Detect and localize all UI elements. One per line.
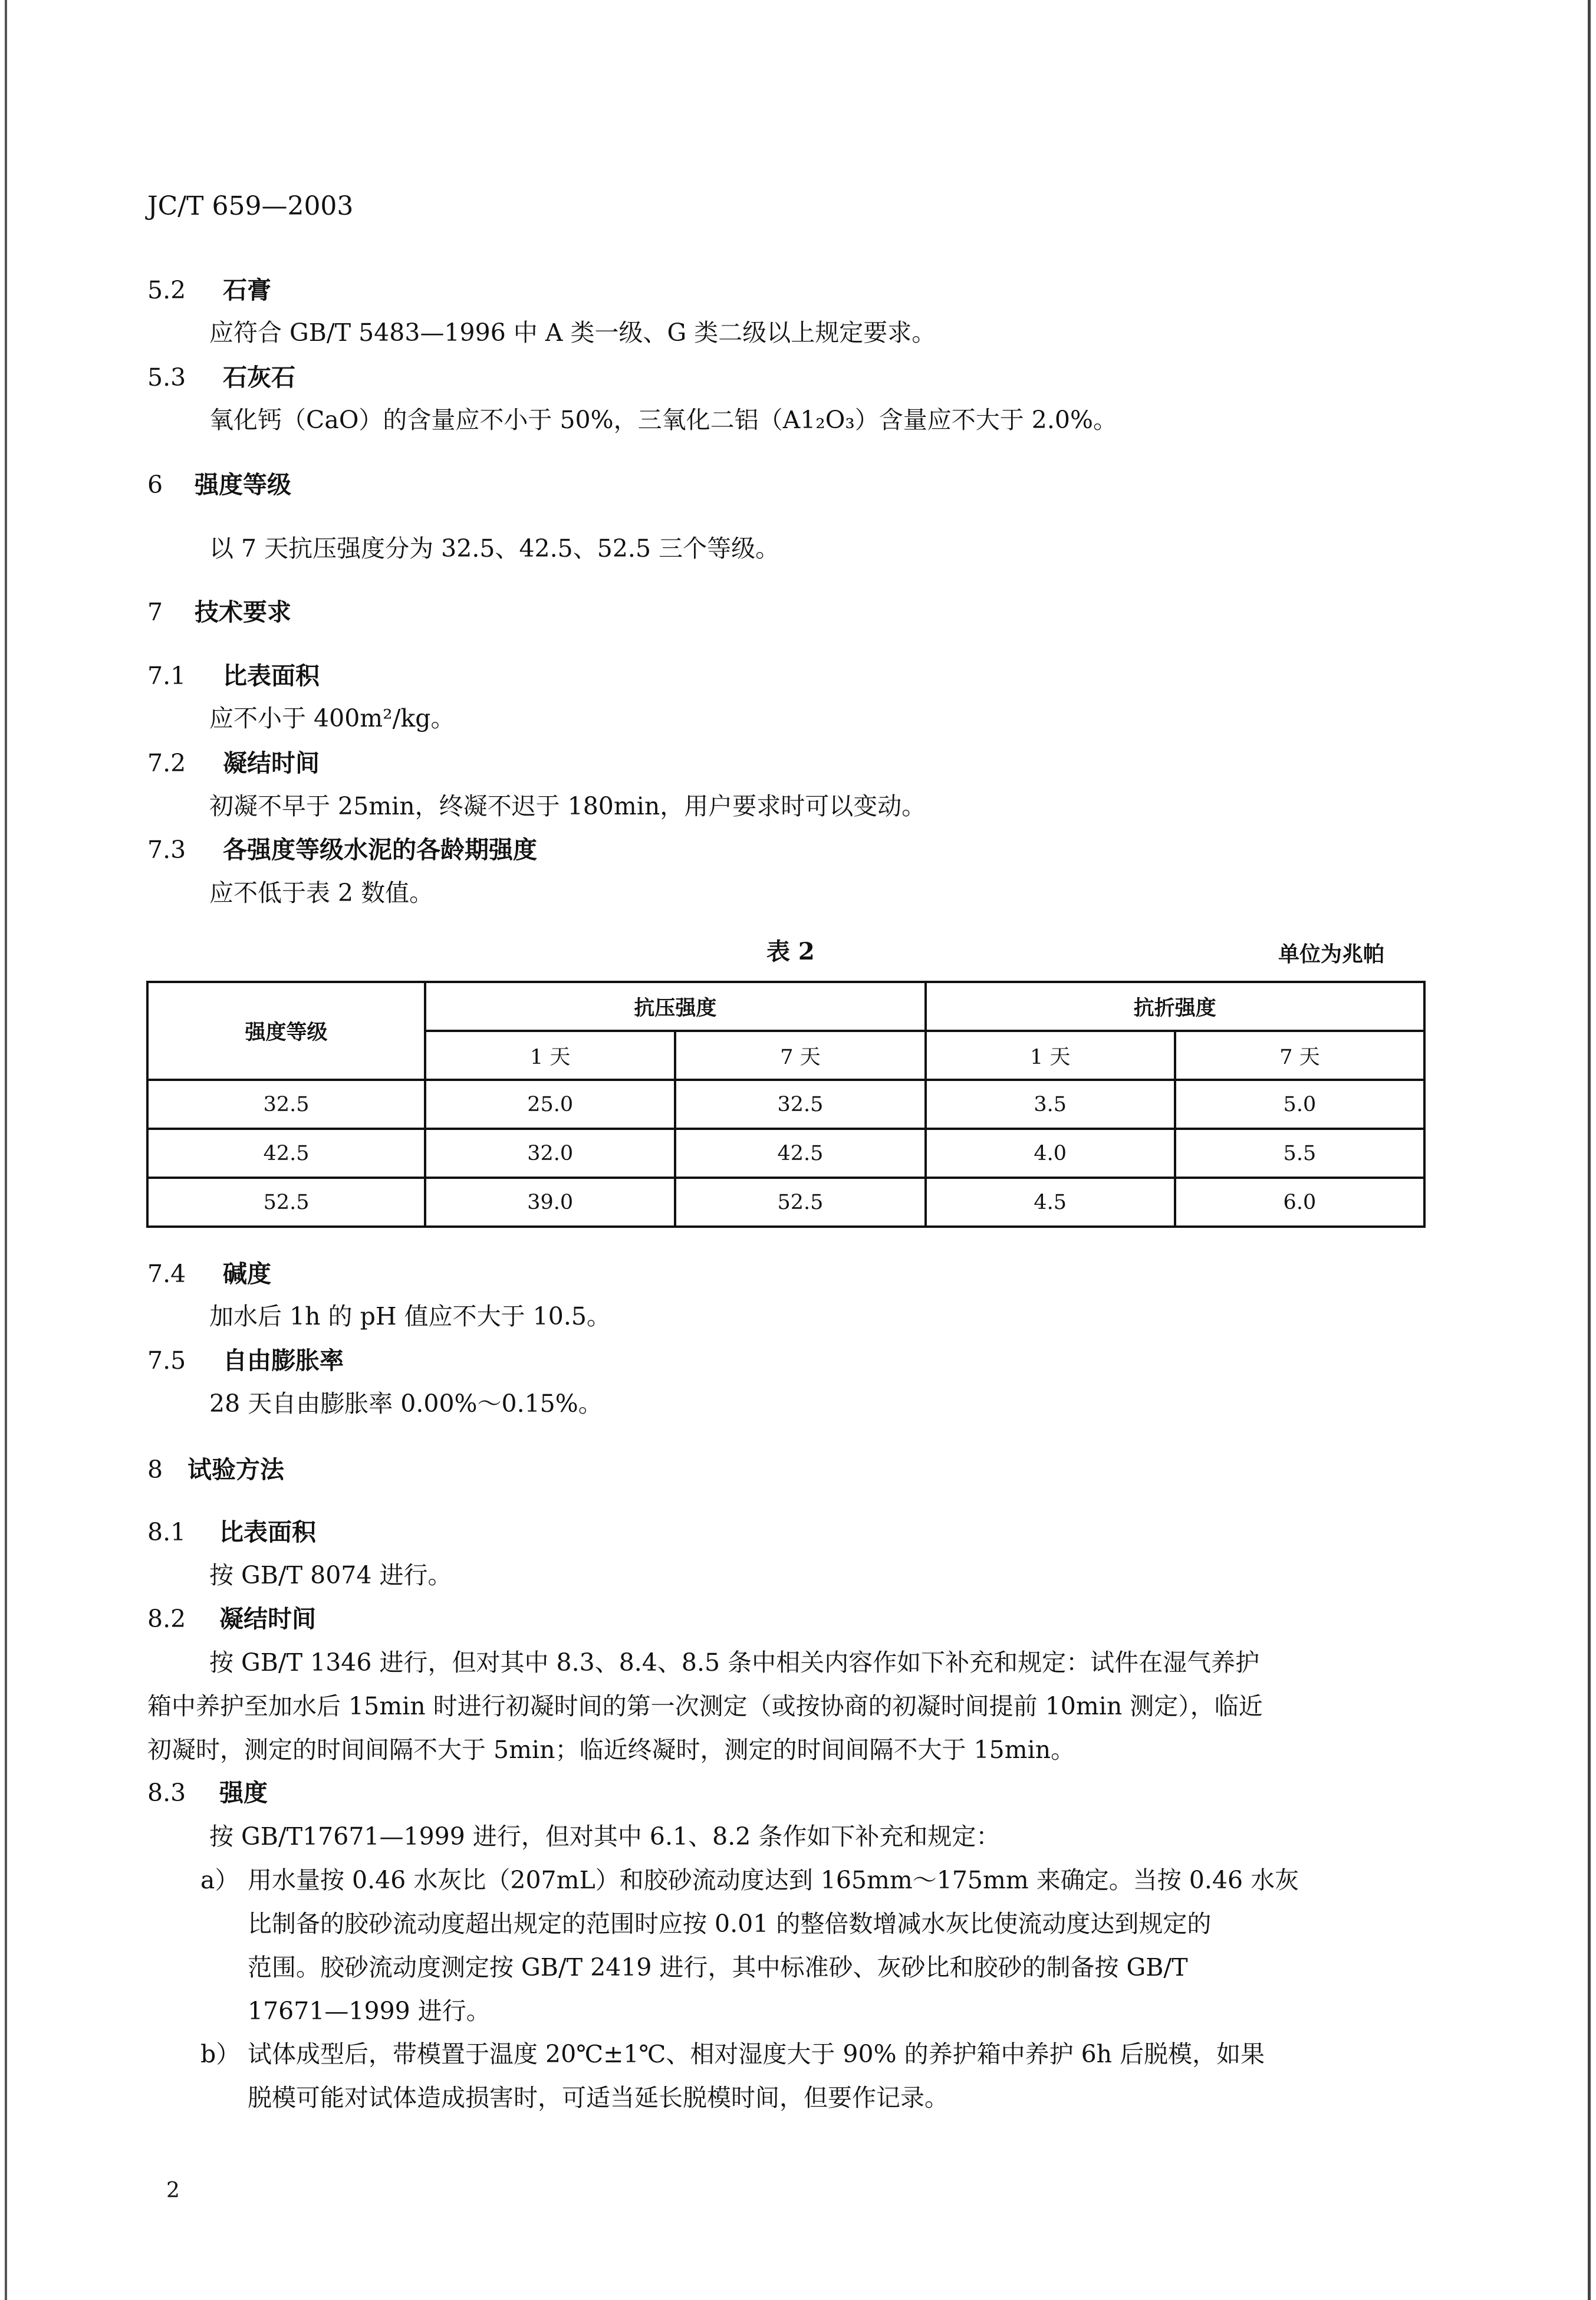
table-row (147, 1178, 1424, 1227)
section-6-text: 以 7 天抗压强度分为 32.5、42.5、52.5 三个等级。 (209, 534, 780, 563)
cell-compressive-7-day: 52.5 (675, 1178, 925, 1227)
page-number: 2 (166, 2179, 180, 2203)
section-7-4-text: 加水后 1h 的 pH 值应不大于 10.5。 (209, 1302, 611, 1330)
cell-compressive-1-day: 32.0 (425, 1129, 675, 1178)
scan-edge-right (1588, 0, 1591, 2300)
cell-flexural-7-day: 5.0 (1175, 1080, 1424, 1129)
header-strength-grade: 强度等级 (147, 982, 425, 1080)
section-8-1-text: 按 GB/T 8074 进行。 (209, 1561, 452, 1589)
item-a-line-2: 比制备的胶砂流动度超出规定的范围时应按 0.01 的整倍数增减水灰比使流动度达到规定的 (248, 1910, 1212, 1938)
scan-edge-left (5, 0, 7, 2300)
section-7-4-title: 碱度 (223, 1260, 271, 1288)
section-7-4-number: 7.4 (147, 1260, 186, 1288)
section-8-3-number: 8.3 (147, 1779, 186, 1807)
section-5-2-title: 石膏 (223, 276, 271, 304)
cell-flexural-1-day: 4.5 (926, 1178, 1175, 1227)
cell-grade: 32.5 (147, 1080, 425, 1129)
header-compressive-strength: 抗压强度 (425, 982, 925, 1031)
cell-flexural-7-day: 6.0 (1175, 1178, 1424, 1227)
item-b-label: b） (200, 2040, 241, 2068)
cell-flexural-7-day: 5.5 (1175, 1129, 1424, 1178)
cell-compressive-7-day: 42.5 (675, 1129, 925, 1178)
header-flexural-7-day: 7 天 (1175, 1031, 1424, 1080)
section-8-3-intro: 按 GB/T17671—1999 进行，但对其中 6.1、8.2 条作如下补充和规定： (209, 1822, 1001, 1851)
header-flexural-1-day: 1 天 (926, 1031, 1175, 1080)
section-7-3-text: 应不低于表 2 数值。 (209, 879, 434, 907)
item-b-line-1: 试体成型后，带模置于温度 20℃±1℃、相对湿度大于 90% 的养护箱中养护 6h 后脱模，如果 (248, 2040, 1265, 2068)
section-8-2-title: 凝结时间 (219, 1605, 316, 1633)
section-8-2-line-3: 初凝时，测定的时间间隔不大于 5min；临近终凝时，测定的时间间隔不大于 15min。 (147, 1736, 1075, 1764)
section-8-2-line-2: 箱中养护至加水后 15min 时进行初凝时间的第一次测定（或按协商的初凝时间提前 10min 测定），临近 (147, 1692, 1263, 1720)
section-7-3-title: 各强度等级水泥的各龄期强度 (223, 836, 537, 864)
section-7-2-title: 凝结时间 (223, 749, 320, 777)
section-6-title: 强度等级 (195, 471, 291, 499)
cell-compressive-7-day: 32.5 (675, 1080, 925, 1129)
item-a-line-4: 17671—1999 进行。 (248, 1997, 491, 2025)
section-5-2-text: 应符合 GB/T 5483—1996 中 A 类一级、G 类二级以上规定要求。 (209, 318, 936, 347)
section-7-1-text: 应不小于 400m²/kg。 (209, 704, 455, 732)
section-7-title: 技术要求 (195, 598, 291, 626)
strength-table (146, 981, 1426, 1228)
section-8-3-title: 强度 (219, 1779, 268, 1807)
section-5-3-title: 石灰石 (223, 363, 295, 392)
table-2-caption: 表 2 (766, 938, 815, 965)
cell-flexural-1-day: 3.5 (926, 1080, 1175, 1129)
document-code-header: JC/T 659—2003 (147, 191, 354, 221)
item-a-label: a） (200, 1866, 239, 1894)
item-a-line-3: 范围。胶砂流动度测定按 GB/T 2419 进行，其中标准砂、灰砂比和胶砂的制备按 GB/T (248, 1953, 1188, 1982)
cell-flexural-1-day: 4.0 (926, 1129, 1175, 1178)
cell-grade: 52.5 (147, 1178, 425, 1227)
section-8-2-number: 8.2 (147, 1605, 186, 1633)
table-2-unit: 单位为兆帕 (1278, 942, 1385, 967)
table-row (147, 1080, 1424, 1129)
section-8-title: 试验方法 (187, 1455, 284, 1484)
section-7-1-number: 7.1 (147, 662, 186, 690)
header-flexural-strength: 抗折强度 (926, 982, 1424, 1031)
item-a-line-1: 用水量按 0.46 水灰比（207mL）和胶砂流动度达到 165mm～175mm 来确定。当按 0.46 水灰 (248, 1866, 1299, 1894)
header-compressive-7-day: 7 天 (675, 1031, 925, 1080)
section-7-5-number: 7.5 (147, 1346, 186, 1375)
section-7-5-text: 28 天自由膨胀率 0.00%～0.15%。 (209, 1389, 603, 1418)
header-compressive-1-day: 1 天 (425, 1031, 675, 1080)
section-5-2-number: 5.2 (147, 276, 186, 304)
table-row (147, 1129, 1424, 1178)
section-8-2-line-1: 按 GB/T 1346 进行，但对其中 8.3、8.4、8.5 条中相关内容作如下补充和规定：试件在湿气养护 (209, 1648, 1260, 1677)
section-5-3-number: 5.3 (147, 363, 186, 392)
item-b-line-2: 脱模可能对试体造成损害时，可适当延长脱模时间，但要作记录。 (248, 2084, 949, 2112)
cell-grade: 42.5 (147, 1129, 425, 1178)
section-7-5-title: 自由膨胀率 (223, 1346, 344, 1375)
section-5-3-text: 氧化钙（CaO）的含量应不小于 50%，三氧化二铝（A1₂O₃）含量应不大于 2.0%。 (209, 406, 1117, 434)
section-8-1-title: 比表面积 (219, 1518, 316, 1546)
section-6-number: 6 (147, 471, 163, 499)
section-8-number: 8 (147, 1455, 163, 1484)
section-7-3-number: 7.3 (147, 836, 186, 864)
section-7-number: 7 (147, 598, 163, 626)
cell-compressive-1-day: 39.0 (425, 1178, 675, 1227)
section-8-1-number: 8.1 (147, 1518, 186, 1546)
section-7-2-text: 初凝不早于 25min，终凝不迟于 180min，用户要求时可以变动。 (209, 792, 926, 820)
section-7-2-number: 7.2 (147, 749, 186, 777)
table-header-row-1 (147, 982, 1424, 1031)
section-7-1-title: 比表面积 (223, 662, 320, 690)
cell-compressive-1-day: 25.0 (425, 1080, 675, 1129)
